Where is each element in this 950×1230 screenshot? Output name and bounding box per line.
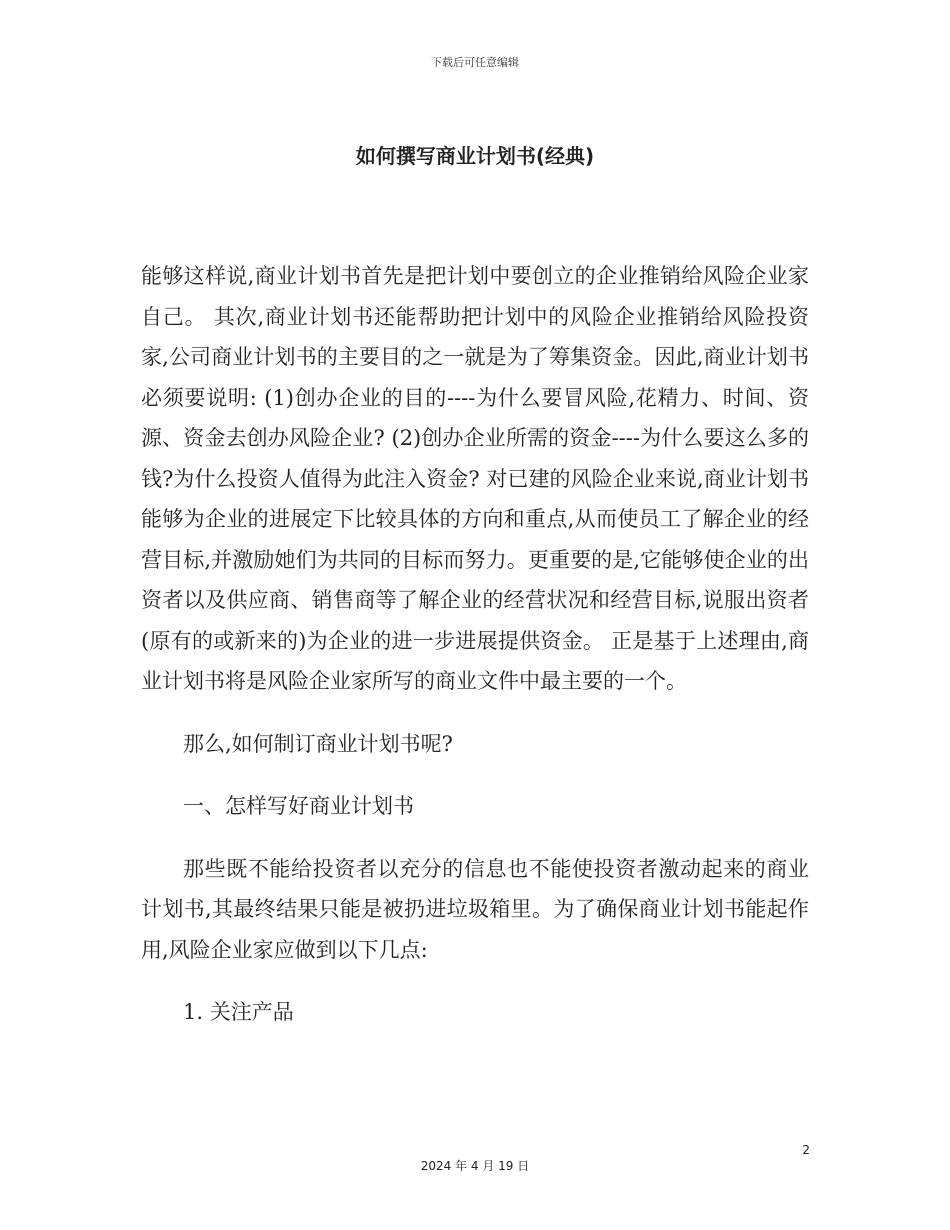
section-heading: 一、怎样写好商业计划书 — [183, 794, 414, 818]
document-title: 如何撰写商业计划书(经典) — [355, 144, 595, 168]
document-body — [141, 256, 809, 1033]
paragraph-points: 那些既不能给投资者以充分的信息也不能使投资者激动起来的商业计划书,其最终结果只能是被扔进垃圾箱里。为了确保商业计划书能起作用,风险企业家应做到以下几点: — [141, 856, 809, 962]
paragraph-intro: 能够这样说,商业计划书首先是把计划中要创立的企业推销给风险企业家自己。 其次,商业计划书还能帮助把计划中的风险企业推销给风险投资家,公司商业计划书的主要目的之一就是为了筹集资金。因此,商业计划书必须要说明: (1)创办企业的目的----为什么要冒风险,花精力、时间、资源、资金去创办风险企业? (2)创办企业所需的资金----为什么要这么多的钱?为什么投资人值得为此注入资金? 对已建的风险企业来说,商业计划书能够为企业的进展定下比较具体的方向和重点,从而使员工了解企业的经营目标,并激励她们为共同的目标而努力。更重要的是,它能够使企业的出资者以及供应商、销售商等了解企业的经营状况和经营目标,说服出资者(原有的或新来的)为企业的进一步进展提供资金。 正是基于上述理由,商业计划书将是风险企业家所写的商业文件中最主要的一个。 — [141, 264, 809, 693]
footer-date: 2024 年 4 月 19 日 — [420, 1159, 530, 1173]
paragraph-question: 那么,如何制订商业计划书呢? — [183, 731, 453, 756]
page-number: 2 — [802, 1143, 810, 1157]
list-item-focus-product: 1. 关注产品 — [183, 1000, 294, 1024]
header-note: 下载后可任意编辑 — [431, 56, 519, 69]
